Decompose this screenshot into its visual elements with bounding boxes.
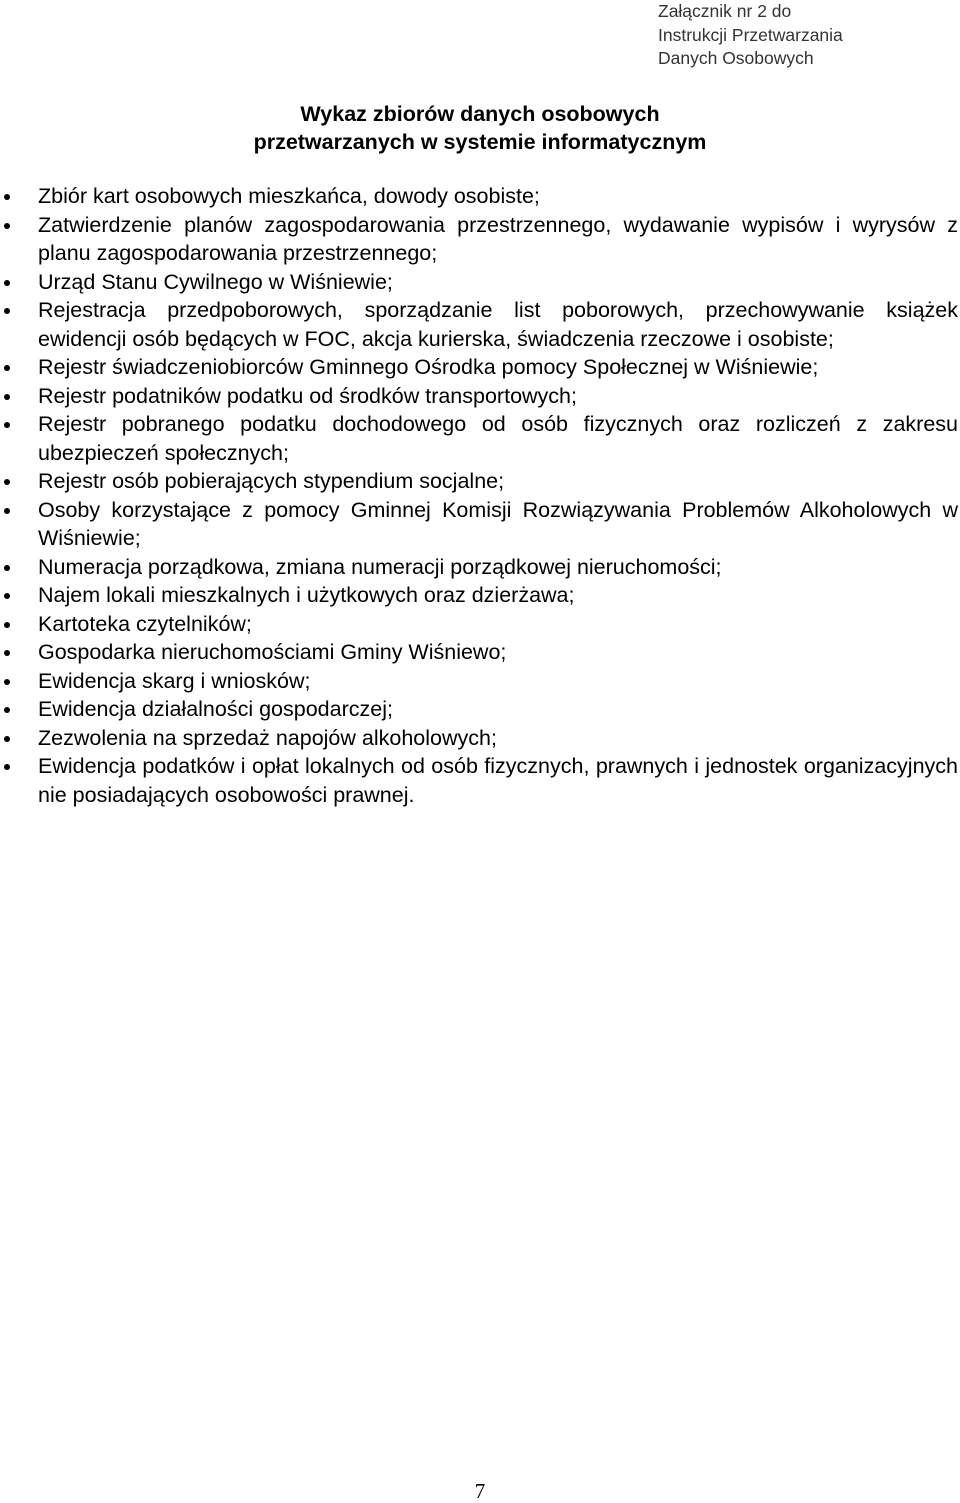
list-item <box>0 752 960 809</box>
bullet-icon <box>4 308 10 314</box>
list-item <box>0 410 960 467</box>
attachment-note-line: Danych Osobowych <box>658 48 814 68</box>
bullet-icon <box>4 479 10 485</box>
bullet-icon <box>4 422 10 428</box>
list-item <box>0 553 960 582</box>
list-item <box>0 382 960 411</box>
attachment-note-line: Instrukcji Przetwarzania <box>658 24 843 45</box>
bullet-icon <box>4 508 10 514</box>
bullet-icon <box>4 736 10 742</box>
list-item-text: Rejestr podatników podatku od środków transportowych; <box>38 383 577 408</box>
bullet-icon <box>4 650 10 656</box>
list-item <box>0 667 960 696</box>
list-item <box>0 496 960 553</box>
list-item-text: Urząd Stanu Cywilnego w Wiśniewie; <box>38 269 393 294</box>
list-item-text: Ewidencja skarg i wniosków; <box>38 668 311 693</box>
list-item <box>0 724 960 753</box>
list-item-text: Rejestr pobranego podatku dochodowego od osób fizycznych oraz rozliczeń z zakresu ubezpieczeń społecznych; <box>38 412 958 465</box>
bullet-icon <box>4 707 10 713</box>
list-item-text: Ewidencja działalności gospodarczej; <box>38 697 393 721</box>
list-item <box>0 638 960 667</box>
list-item-text: Kartoteka czytelników; <box>38 611 252 636</box>
list-item-text: Rejestracja przedpoborowych, sporządzanie list poborowych, przechowywanie książek ewidencji osób będących w FOC, akcja kurierska, świadczenia rzeczowe i osobiste; <box>38 298 958 351</box>
bullet-icon <box>4 223 10 229</box>
document-title-line-1: Wykaz zbiorów danych osobowych <box>300 102 660 126</box>
list-item <box>0 467 960 496</box>
list-item-text: Ewidencja podatków i opłat lokalnych od osób fizycznych, prawnych i jednostek organizacyjnych nie posiadających osobowości prawnej. <box>38 754 958 807</box>
list-item <box>0 268 960 297</box>
bullet-icon <box>4 280 10 286</box>
bullet-icon <box>4 565 10 571</box>
list-item-text: Gospodarka nieruchomościami Gminy Wiśniewo; <box>38 640 507 664</box>
attachment-note-line: Załącznik nr 2 do <box>658 1 792 21</box>
list-item-text: Zezwolenia na sprzedaż napojów alkoholowych; <box>38 725 497 750</box>
list-item-text: Zbiór kart osobowych mieszkańca, dowody osobiste; <box>38 184 540 208</box>
list-item-text: Rejestr osób pobierających stypendium socjalne; <box>38 469 505 493</box>
bullet-icon <box>4 622 10 628</box>
list-item-text: Numeracja porządkowa, zmiana numeracji porządkowej nieruchomości; <box>38 554 722 579</box>
page-number: 7 <box>474 1479 486 1503</box>
list-item <box>0 296 960 353</box>
bullet-icon <box>4 365 10 371</box>
list-item-text: Zatwierdzenie planów zagospodarowania przestrzennego, wydawanie wypisów i wyrysów z planu zagospodarowania przestrzennego; <box>38 212 958 265</box>
personal-data-sets-list <box>0 182 960 809</box>
bullet-icon <box>4 394 10 400</box>
bullet-icon <box>4 593 10 599</box>
list-item-text: Osoby korzystające z pomocy Gminnej Komisji Rozwiązywania Problemów Alkoholowych w Wiśniewie; <box>38 497 958 550</box>
list-item <box>0 182 960 211</box>
bullet-icon <box>4 764 10 770</box>
list-item <box>0 695 960 724</box>
list-item <box>0 353 960 382</box>
list-item <box>0 211 960 268</box>
attachment-note <box>658 0 948 71</box>
document-title-line-2: przetwarzanych w systemie informatycznym <box>253 130 707 154</box>
bullet-icon <box>4 194 10 200</box>
list-item-text: Najem lokali mieszkalnych i użytkowych oraz dzierżawa; <box>38 583 575 607</box>
list-item <box>0 581 960 610</box>
list-item-text: Rejestr świadczeniobiorców Gminnego Ośrodka pomocy Społecznej w Wiśniewie; <box>38 355 819 379</box>
document-title <box>0 100 960 156</box>
bullet-icon <box>4 679 10 685</box>
list-item <box>0 610 960 639</box>
